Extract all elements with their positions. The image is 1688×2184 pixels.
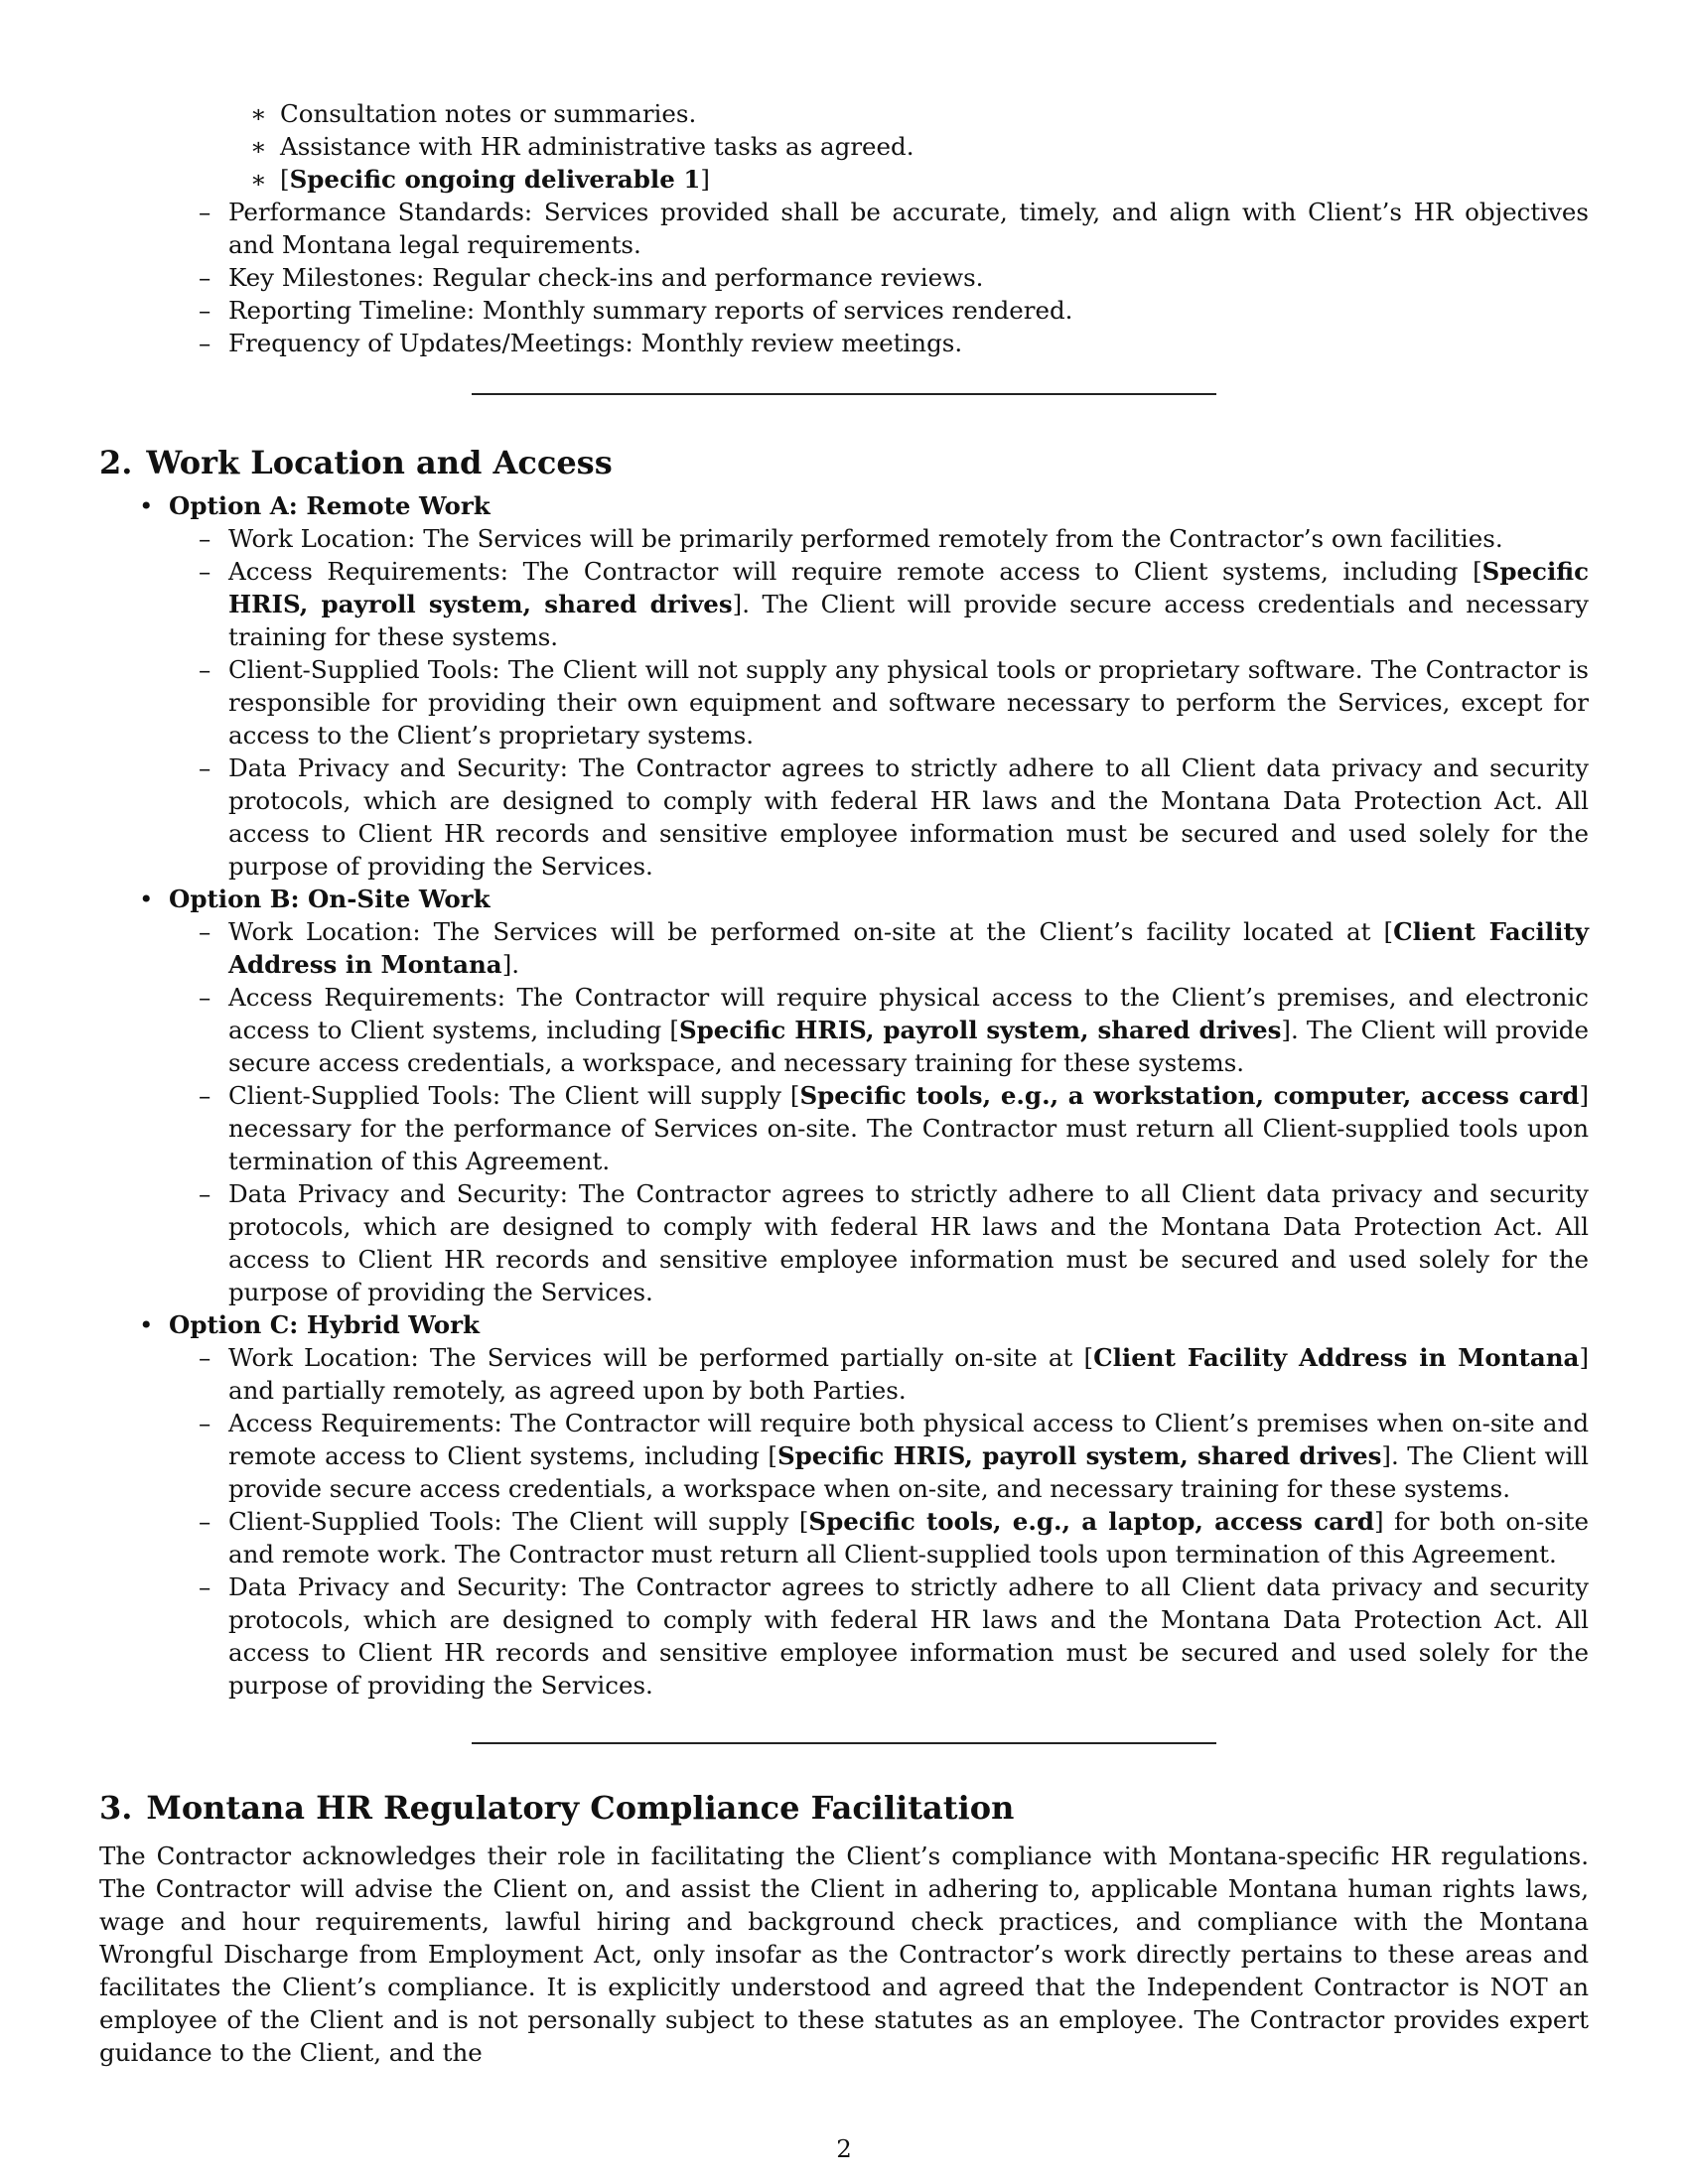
list-item: – Data Privacy and Security: The Contractor agrees to strictly adhere to all Client data privacy and security protocols, which are designed to comply with federal HR laws and the Montana Data Protection Act. All access to Client HR records and sensitive employee information must be secured and used solely for the purpose of providing the Services. bbox=[228, 1177, 1589, 1308]
list-item: – Access Requirements: The Contractor will require both physical access to Client’s premises when on-site and remote access to Client systems, including [Specific HRIS, payroll system, shared drives]. The Client will provide secure access credentials, a workspace when on-site, and necessary training for these systems. bbox=[228, 1407, 1589, 1505]
deliverables-list bbox=[99, 97, 1589, 196]
placeholder-text: Specific HRIS, payroll system, shared drives bbox=[678, 1016, 1282, 1044]
placeholder-text: Specific tools, e.g., a workstation, computer, access card bbox=[799, 1081, 1580, 1110]
list-item: – Frequency of Updates/Meetings: Monthly review meetings. bbox=[228, 327, 1589, 359]
page-number: 2 bbox=[836, 2134, 852, 2163]
placeholder-text: Specific HRIS, payroll system, shared drives bbox=[776, 1441, 1382, 1470]
placeholder-text: Specific HRIS, payroll system, shared drives bbox=[228, 557, 1589, 618]
list-item: – Access Requirements: The Contractor will require physical access to the Client’s premises, and electronic access to Client systems, including [Specific HRIS, payroll system, shared drives]. The Client will provide secure access credentials, a workspace, and necessary training for these systems. bbox=[228, 981, 1589, 1079]
list-item: – Performance Standards: Services provided shall be accurate, timely, and align with Client’s HR objectives and Montana legal requirements. bbox=[228, 196, 1589, 261]
placeholder-text: Specific tools, e.g., a laptop, access card bbox=[808, 1507, 1374, 1536]
list-item: ∗ Consultation notes or summaries. bbox=[280, 97, 1589, 130]
list-item: – Client-Supplied Tools: The Client will not supply any physical tools or proprietary software. The Contractor is responsible for providing their own equipment and software necessary to perform the Services, except for access to the Client’s proprietary systems. bbox=[228, 653, 1589, 751]
list-item: – Work Location: The Services will be performed partially on-site at [Client Facility Address in Montana] and partially remotely, as agreed upon by both Parties. bbox=[228, 1341, 1589, 1407]
section-divider bbox=[472, 393, 1216, 395]
list-item: – Work Location: The Services will be primarily performed remotely from the Contractor’s own facilities. bbox=[228, 522, 1589, 555]
option-title: Option A: Remote Work bbox=[169, 491, 491, 520]
option-title: Option C: Hybrid Work bbox=[169, 1310, 480, 1339]
option-a-item bbox=[169, 489, 1589, 883]
placeholder-text: Client Facility Address in Montana bbox=[228, 917, 1589, 979]
placeholder-text: Client Facility Address in Montana bbox=[1093, 1343, 1580, 1372]
list-item: – Client-Supplied Tools: The Client will supply [Specific tools, e.g., a workstation, computer, access card] necessary for the performance of Services on-site. The Contractor must return all Client-supplied tools upon termination of this Agreement. bbox=[228, 1079, 1589, 1177]
compliance-paragraph: The Contractor acknowledges their role in facilitating the Client’s compliance with Montana-specific HR regulations. The Contractor will advise the Client on, and assist the Client in adhering to, applicable Montana human rights laws, wage and hour requirements, lawful hiring and background check practices, and compliance with the Montana Wrongful Discharge from Employment Act, only insofar as the Contractor’s work directly pertains to these areas and facilitates the Client’s compliance. It is explicitly understood and agreed that the Independent Contractor is NOT an employee of the Client and is not personally subject to these statutes as an employee. The Contractor provides expert guidance to the Client, and the bbox=[99, 1842, 1589, 2067]
list-item: – Reporting Timeline: Monthly summary reports of services rendered. bbox=[228, 294, 1589, 327]
placeholder-text: Specific ongoing deliverable 1 bbox=[289, 165, 701, 194]
list-item: ∗ Assistance with HR administrative tasks as agreed. bbox=[280, 130, 1589, 163]
option-c-item bbox=[169, 1308, 1589, 1702]
list-item: – Client-Supplied Tools: The Client will supply [Specific tools, e.g., a laptop, access card] for both on-site and remote work. The Contractor must return all Client-supplied tools upon termination of this Agreement. bbox=[228, 1505, 1589, 1570]
list-item: – Key Milestones: Regular check-ins and performance reviews. bbox=[228, 261, 1589, 294]
terms-list bbox=[99, 196, 1589, 359]
list-item: – Work Location: The Services will be performed on-site at the Client’s facility located at [Client Facility Address in Montana]. bbox=[228, 915, 1589, 981]
list-item: – Access Requirements: The Contractor will require remote access to Client systems, including [Specific HRIS, payroll system, shared drives]. The Client will provide secure access credentials and necessary training for these systems. bbox=[228, 555, 1589, 653]
section-divider bbox=[472, 1742, 1216, 1744]
option-title: Option B: On-Site Work bbox=[169, 885, 491, 913]
section-heading-compliance: 3. Montana HR Regulatory Compliance Facilitation bbox=[99, 1789, 1015, 1827]
list-item: – Data Privacy and Security: The Contractor agrees to strictly adhere to all Client data privacy and security protocols, which are designed to comply with federal HR laws and the Montana Data Protection Act. All access to Client HR records and sensitive employee information must be secured and used solely for the purpose of providing the Services. bbox=[228, 1570, 1589, 1702]
option-b-item bbox=[169, 883, 1589, 1308]
list-item: ∗ [Specific ongoing deliverable 1] bbox=[280, 163, 1589, 196]
section-heading-work-location: 2. Work Location and Access bbox=[99, 444, 613, 481]
work-options-list bbox=[99, 489, 1589, 1702]
list-item: – Data Privacy and Security: The Contractor agrees to strictly adhere to all Client data privacy and security protocols, which are designed to comply with federal HR laws and the Montana Data Protection Act. All access to Client HR records and sensitive employee information must be secured and used solely for the purpose of providing the Services. bbox=[228, 751, 1589, 883]
